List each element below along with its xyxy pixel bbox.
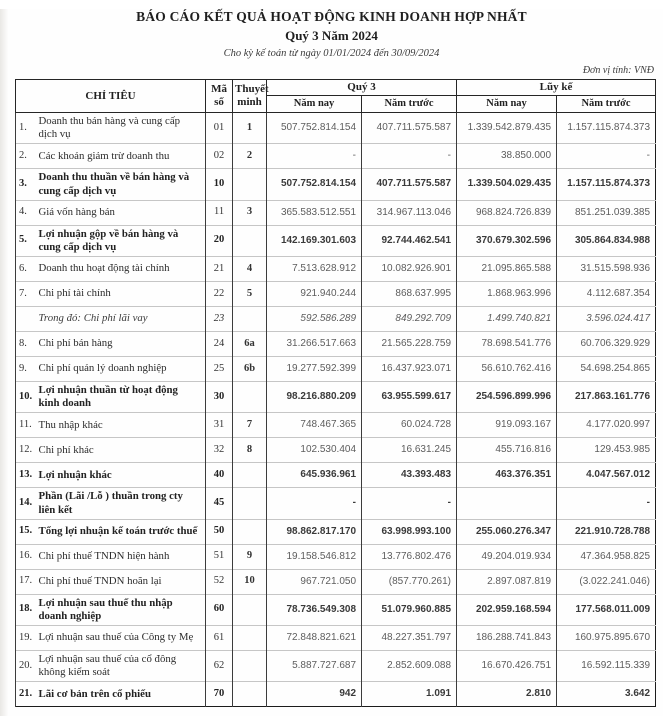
table-header (16, 80, 656, 113)
cell-quy3-nam-truoc: 21.565.228.759 (362, 332, 457, 357)
row-code-ma-so: 51 (206, 544, 233, 569)
cell-quy3-nam-nay: 967.721.050 (267, 569, 362, 594)
row-thuyet-minh (233, 225, 267, 256)
table-row (16, 169, 656, 200)
row-thuyet-minh: 5 (233, 282, 267, 307)
cell-quy3-nam-nay: 98.216.880.209 (267, 382, 362, 413)
row-code-ma-so: 62 (206, 651, 233, 682)
cell-quy3-nam-nay: 748.467.365 (267, 413, 362, 438)
row-label: Tổng lợi nhuận kế toán trước thuế (37, 519, 206, 544)
cell-luyke-nam-nay: 49.204.019.934 (457, 544, 557, 569)
cell-quy3-nam-nay: 98.862.817.170 (267, 519, 362, 544)
row-label: Chi phí thuế TNDN hoãn lại (37, 569, 206, 594)
row-number: 11. (16, 413, 37, 438)
cell-quy3-nam-nay: 72.848.821.621 (267, 626, 362, 651)
row-number: 1. (16, 113, 37, 144)
row-label: Giá vốn hàng bán (37, 200, 206, 225)
table-row (16, 438, 656, 463)
row-number: 17. (16, 569, 37, 594)
row-code-ma-so: 45 (206, 488, 233, 519)
row-number: 2. (16, 144, 37, 169)
row-thuyet-minh: 4 (233, 257, 267, 282)
table-row (16, 594, 656, 625)
cell-luyke-nam-truoc: 60.706.329.929 (557, 332, 656, 357)
header-q3-nam-truoc: Năm trước (362, 96, 457, 113)
row-label: Lợi nhuận thuần từ hoạt động kinh doanh (37, 382, 206, 413)
cell-quy3-nam-truoc: 1.091 (362, 682, 457, 707)
row-number: 10. (16, 382, 37, 413)
row-label: Lợi nhuận sau thuế của Công ty Mẹ (37, 626, 206, 651)
row-code-ma-so: 25 (206, 357, 233, 382)
cell-luyke-nam-truoc: 47.364.958.825 (557, 544, 656, 569)
cell-luyke-nam-nay: 463.376.351 (457, 463, 557, 488)
header-q3-nam-nay: Năm nay (267, 96, 362, 113)
row-code-ma-so: 30 (206, 382, 233, 413)
cell-quy3-nam-nay: 78.736.549.308 (267, 594, 362, 625)
cell-luyke-nam-truoc: 3.642 (557, 682, 656, 707)
cell-quy3-nam-truoc: 407.711.575.587 (362, 169, 457, 200)
cell-quy3-nam-truoc: 13.776.802.476 (362, 544, 457, 569)
row-thuyet-minh (233, 519, 267, 544)
table-row (16, 382, 656, 413)
cell-luyke-nam-nay: 2.810 (457, 682, 557, 707)
cell-quy3-nam-nay: 942 (267, 682, 362, 707)
cell-luyke-nam-nay: 38.850.000 (457, 144, 557, 169)
cell-quy3-nam-nay: 142.169.301.603 (267, 225, 362, 256)
table-row (16, 332, 656, 357)
row-number: 12. (16, 438, 37, 463)
row-label: Các khoản giảm trừ doanh thu (37, 144, 206, 169)
cell-quy3-nam-nay: 507.752.814.154 (267, 113, 362, 144)
header-lk-nam-nay: Năm nay (457, 96, 557, 113)
row-code-ma-so: 23 (206, 307, 233, 332)
row-thuyet-minh: 1 (233, 113, 267, 144)
cell-luyke-nam-nay: 56.610.762.416 (457, 357, 557, 382)
table-row (16, 113, 656, 144)
table-row (16, 463, 656, 488)
row-number: 13. (16, 463, 37, 488)
cell-luyke-nam-nay: 1.499.740.821 (457, 307, 557, 332)
cell-luyke-nam-nay: 370.679.302.596 (457, 225, 557, 256)
row-code-ma-so: 52 (206, 569, 233, 594)
table-row (16, 651, 656, 682)
cell-luyke-nam-nay: 968.824.726.839 (457, 200, 557, 225)
report-period: Cho kỳ kế toán từ ngày 01/01/2024 đến 30/09/2024 (223, 48, 440, 59)
row-thuyet-minh: 2 (233, 144, 267, 169)
cell-quy3-nam-nay: 507.752.814.154 (267, 169, 362, 200)
cell-luyke-nam-truoc: 54.698.254.865 (557, 357, 656, 382)
cell-quy3-nam-nay: 7.513.628.912 (267, 257, 362, 282)
cell-quy3-nam-nay: 645.936.961 (267, 463, 362, 488)
row-code-ma-so: 02 (206, 144, 233, 169)
row-label: Thu nhập khác (37, 413, 206, 438)
cell-luyke-nam-truoc: - (557, 144, 656, 169)
cell-quy3-nam-nay: 921.940.244 (267, 282, 362, 307)
cell-quy3-nam-truoc: 48.227.351.797 (362, 626, 457, 651)
row-thuyet-minh (233, 626, 267, 651)
row-code-ma-so: 11 (206, 200, 233, 225)
header-chi-tieu: CHỈ TIÊU (16, 80, 206, 113)
row-thuyet-minh: 9 (233, 544, 267, 569)
cell-luyke-nam-truoc: 1.157.115.874.373 (557, 113, 656, 144)
cell-luyke-nam-nay: 186.288.741.843 (457, 626, 557, 651)
row-thuyet-minh (233, 682, 267, 707)
cell-quy3-nam-nay: 19.277.592.399 (267, 357, 362, 382)
row-thuyet-minh (233, 651, 267, 682)
row-code-ma-so: 61 (206, 626, 233, 651)
cell-luyke-nam-nay (457, 488, 557, 519)
row-label: Phần (Lãi /Lỗ ) thuần trong cty liên kết (37, 488, 206, 519)
table-row (16, 225, 656, 256)
cell-quy3-nam-truoc: 16.631.245 (362, 438, 457, 463)
cell-luyke-nam-truoc: 31.515.598.936 (557, 257, 656, 282)
cell-quy3-nam-truoc: 868.637.995 (362, 282, 457, 307)
cell-quy3-nam-truoc: (857.770.261) (362, 569, 457, 594)
row-label: Chi phí bán hàng (37, 332, 206, 357)
row-number: 7. (16, 282, 37, 307)
row-code-ma-so: 01 (206, 113, 233, 144)
table-row (16, 307, 656, 332)
row-number: 4. (16, 200, 37, 225)
table-row (16, 413, 656, 438)
row-code-ma-so: 32 (206, 438, 233, 463)
cell-luyke-nam-truoc: 221.910.728.788 (557, 519, 656, 544)
table-row (16, 569, 656, 594)
row-thuyet-minh (233, 307, 267, 332)
row-number: 19. (16, 626, 37, 651)
cell-quy3-nam-nay: 31.266.517.663 (267, 332, 362, 357)
cell-quy3-nam-truoc: 92.744.462.541 (362, 225, 457, 256)
row-label: Chi phí thuế TNDN hiện hành (37, 544, 206, 569)
cell-luyke-nam-nay: 919.093.167 (457, 413, 557, 438)
report-title: BÁO CÁO KẾT QUẢ HOẠT ĐỘNG KINH DOANH HỢP NHẤT (136, 9, 527, 24)
cell-quy3-nam-truoc: 51.079.960.885 (362, 594, 457, 625)
table-row (16, 282, 656, 307)
cell-luyke-nam-truoc: 3.596.024.417 (557, 307, 656, 332)
cell-quy3-nam-truoc: 10.082.926.901 (362, 257, 457, 282)
row-number: 3. (16, 169, 37, 200)
row-number: 14. (16, 488, 37, 519)
row-number: 5. (16, 225, 37, 256)
row-thuyet-minh (233, 463, 267, 488)
cell-quy3-nam-truoc: 43.393.483 (362, 463, 457, 488)
row-code-ma-so: 10 (206, 169, 233, 200)
row-code-ma-so: 24 (206, 332, 233, 357)
row-code-ma-so: 50 (206, 519, 233, 544)
row-label: Trong đó: Chi phí lãi vay (37, 307, 206, 332)
cell-quy3-nam-truoc: 63.955.599.617 (362, 382, 457, 413)
row-label: Lợi nhuận sau thuế thu nhập doanh nghiệp (37, 594, 206, 625)
table-row (16, 626, 656, 651)
row-label: Lợi nhuận khác (37, 463, 206, 488)
cell-luyke-nam-nay: 455.716.816 (457, 438, 557, 463)
report-page (0, 9, 663, 716)
cell-luyke-nam-truoc: (3.022.241.046) (557, 569, 656, 594)
row-number: 6. (16, 257, 37, 282)
row-number: 16. (16, 544, 37, 569)
table-row (16, 257, 656, 282)
table-row (16, 544, 656, 569)
cell-quy3-nam-nay: 5.887.727.687 (267, 651, 362, 682)
row-code-ma-so: 70 (206, 682, 233, 707)
cell-luyke-nam-nay: 1.868.963.996 (457, 282, 557, 307)
table-row (16, 488, 656, 519)
row-number: 9. (16, 357, 37, 382)
row-number: 20. (16, 651, 37, 682)
cell-quy3-nam-truoc: 314.967.113.046 (362, 200, 457, 225)
row-code-ma-so: 22 (206, 282, 233, 307)
cell-luyke-nam-truoc: 4.177.020.997 (557, 413, 656, 438)
income-statement-table (15, 79, 656, 707)
cell-luyke-nam-nay: 255.060.276.347 (457, 519, 557, 544)
row-label: Lãi cơ bản trên cổ phiếu (37, 682, 206, 707)
cell-luyke-nam-nay: 16.670.426.751 (457, 651, 557, 682)
cell-luyke-nam-truoc: - (557, 488, 656, 519)
header-luy-ke: Lũy kế (457, 80, 656, 96)
row-label: Doanh thu thuần về bán hàng và cung cấp dịch vụ (37, 169, 206, 200)
table-row (16, 682, 656, 707)
row-code-ma-so: 60 (206, 594, 233, 625)
row-number: 21. (16, 682, 37, 707)
cell-quy3-nam-nay: 592.586.289 (267, 307, 362, 332)
row-label: Chi phí tài chính (37, 282, 206, 307)
row-thuyet-minh: 6b (233, 357, 267, 382)
table-row (16, 200, 656, 225)
cell-quy3-nam-truoc: 407.711.575.587 (362, 113, 457, 144)
cell-luyke-nam-nay: 1.339.542.879.435 (457, 113, 557, 144)
cell-luyke-nam-nay: 2.897.087.819 (457, 569, 557, 594)
cell-luyke-nam-truoc: 217.863.161.776 (557, 382, 656, 413)
row-label: Chi phí khác (37, 438, 206, 463)
row-label: Chi phí quản lý doanh nghiệp (37, 357, 206, 382)
cell-luyke-nam-truoc: 4.112.687.354 (557, 282, 656, 307)
row-number: 15. (16, 519, 37, 544)
row-label: Doanh thu hoạt động tài chính (37, 257, 206, 282)
row-thuyet-minh (233, 169, 267, 200)
cell-quy3-nam-truoc: 60.024.728 (362, 413, 457, 438)
cell-quy3-nam-nay: - (267, 488, 362, 519)
unit-note: Đơn vị tính: VNĐ (582, 65, 654, 76)
row-thuyet-minh: 7 (233, 413, 267, 438)
row-thuyet-minh (233, 382, 267, 413)
cell-quy3-nam-truoc: 849.292.709 (362, 307, 457, 332)
cell-luyke-nam-truoc: 177.568.011.009 (557, 594, 656, 625)
row-number: 18. (16, 594, 37, 625)
row-label: Lợi nhuận gộp về bán hàng và cung cấp dịch vụ (37, 225, 206, 256)
row-number: 8. (16, 332, 37, 357)
cell-quy3-nam-nay: 102.530.404 (267, 438, 362, 463)
cell-luyke-nam-nay: 254.596.899.996 (457, 382, 557, 413)
report-subtitle: Quý 3 Năm 2024 (285, 28, 378, 43)
row-label: Doanh thu bán hàng và cung cấp dịch vụ (37, 113, 206, 144)
row-code-ma-so: 31 (206, 413, 233, 438)
header-ma-so: Mã số (206, 80, 233, 113)
header-quy-3: Quý 3 (267, 80, 457, 96)
cell-quy3-nam-truoc: 2.852.609.088 (362, 651, 457, 682)
table-row (16, 357, 656, 382)
header-thuyet-minh: Thuyết minh (233, 80, 267, 113)
cell-quy3-nam-nay: 19.158.546.812 (267, 544, 362, 569)
cell-quy3-nam-truoc: - (362, 144, 457, 169)
cell-luyke-nam-truoc: 305.864.834.988 (557, 225, 656, 256)
cell-luyke-nam-nay: 78.698.541.776 (457, 332, 557, 357)
row-thuyet-minh: 6a (233, 332, 267, 357)
row-number (16, 307, 37, 332)
row-label: Lợi nhuận sau thuế của cổ đông không kiểm soát (37, 651, 206, 682)
cell-quy3-nam-truoc: 63.998.993.100 (362, 519, 457, 544)
row-thuyet-minh: 3 (233, 200, 267, 225)
cell-luyke-nam-truoc: 16.592.115.339 (557, 651, 656, 682)
cell-quy3-nam-truoc: - (362, 488, 457, 519)
row-thuyet-minh (233, 488, 267, 519)
cell-luyke-nam-nay: 202.959.168.594 (457, 594, 557, 625)
cell-luyke-nam-truoc: 851.251.039.385 (557, 200, 656, 225)
cell-quy3-nam-nay: 365.583.512.551 (267, 200, 362, 225)
cell-quy3-nam-truoc: 16.437.923.071 (362, 357, 457, 382)
cell-luyke-nam-truoc: 160.975.895.670 (557, 626, 656, 651)
row-code-ma-so: 20 (206, 225, 233, 256)
row-thuyet-minh (233, 594, 267, 625)
row-code-ma-so: 40 (206, 463, 233, 488)
header-lk-nam-truoc: Năm trước (557, 96, 656, 113)
cell-luyke-nam-truoc: 129.453.985 (557, 438, 656, 463)
cell-quy3-nam-nay: - (267, 144, 362, 169)
cell-luyke-nam-truoc: 4.047.567.012 (557, 463, 656, 488)
row-thuyet-minh: 8 (233, 438, 267, 463)
cell-luyke-nam-nay: 21.095.865.588 (457, 257, 557, 282)
cell-luyke-nam-truoc: 1.157.115.874.373 (557, 169, 656, 200)
table-row (16, 144, 656, 169)
row-thuyet-minh: 10 (233, 569, 267, 594)
cell-luyke-nam-nay: 1.339.504.029.435 (457, 169, 557, 200)
row-code-ma-so: 21 (206, 257, 233, 282)
report-rows (16, 113, 656, 707)
table-row (16, 519, 656, 544)
